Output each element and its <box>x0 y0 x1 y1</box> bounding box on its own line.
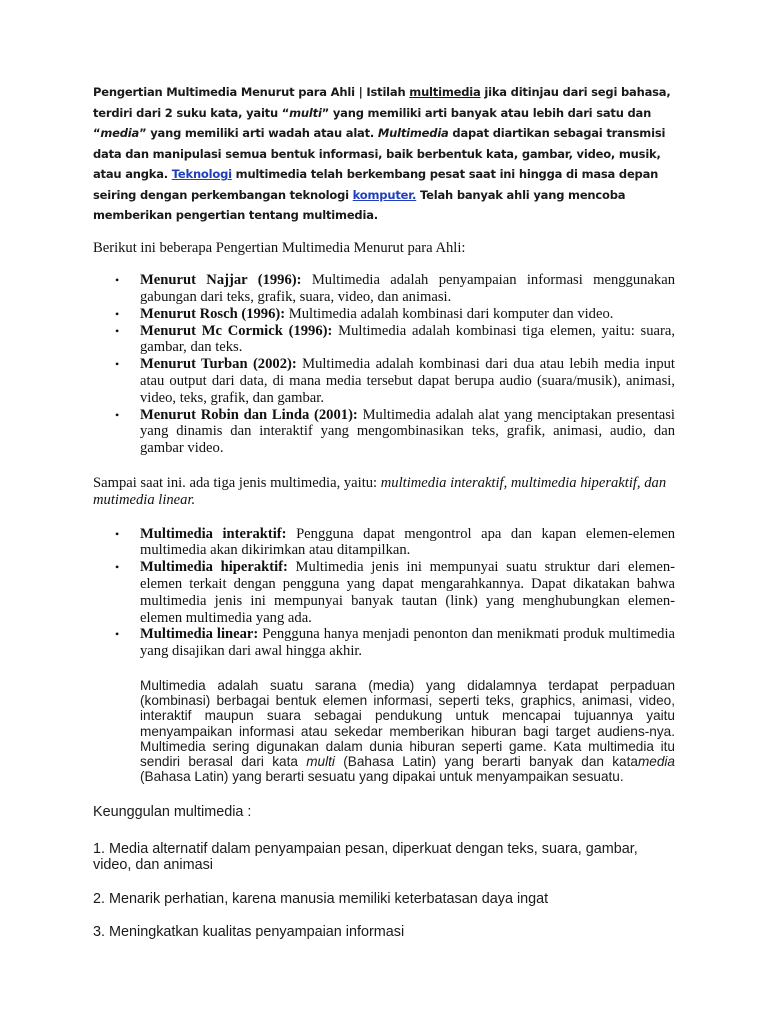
bullet-icon: • <box>115 560 120 575</box>
list-item <box>93 626 675 660</box>
type-text: Pengguna dapat mengontrol apa dan kapan elemen-elemen multimedia akan dikirimkan atau ditampilkan. <box>140 525 675 559</box>
expert-text: Multimedia adalah kombinasi dari dua atau lebih media input atau output dari data, di mana media tersebut dapat berupa audio (suara/musik), animasi, video, teks, grafik, dan gambar. <box>140 356 675 406</box>
expert-name: Menurut Turban (2002): <box>140 356 297 373</box>
list-item <box>93 526 675 560</box>
definition-text-3: (Bahasa Latin) yang berarti sesuatu yang dipakai untuk menyampaikan sesuatu. <box>140 769 624 785</box>
advantage-item-2: 2. Menarik perhatian, karena manusia memiliki keterbatasan daya ingat <box>93 890 549 907</box>
bullet-icon: • <box>115 627 120 642</box>
list-item <box>93 356 675 406</box>
types-intro-text: Sampai saat ini. ada tiga jenis multimedia, yaitu: <box>93 475 381 492</box>
type-name: Multimedia hiperaktif: <box>140 559 288 576</box>
list-item <box>93 272 675 306</box>
type-text: Pengguna hanya menjadi penonton dan menikmati produk multimedia yang disajikan dari awal hingga akhir. <box>140 626 675 660</box>
definition-text-2: (Bahasa Latin) yang berarti banyak dan kata <box>334 754 638 770</box>
intro-text-5: dapat diartikan sebagai transmisi data dan manipulasi semua bentuk informasi, baik berbentuk kata, gambar, video, musik, atau angka. <box>93 126 666 181</box>
multimedia-link[interactable]: multimedia <box>409 85 481 99</box>
types-list <box>93 526 675 660</box>
expert-text: Multimedia adalah penyampaian informasi menggunakan gabungan dari teks, grafik, suara, video, dan animasi. <box>140 272 675 306</box>
expert-name: Menurut Najjar (1996): <box>140 272 302 289</box>
type-name: Multimedia linear: <box>140 626 259 643</box>
intro-text-4: ” yang memiliki arti wadah atau alat. <box>139 126 378 140</box>
intro-paragraph <box>93 82 675 226</box>
intro-italic-media: media <box>100 126 140 140</box>
experts-lead: Berikut ini beberapa Pengertian Multimedia Menurut para Ahli: <box>93 239 466 256</box>
expert-text: Multimedia adalah kombinasi tiga elemen, yaitu: suara, gambar, dan teks. <box>140 322 675 356</box>
expert-text: Multimedia adalah alat yang menciptakan presentasi yang dinamis dan interaktif yang mengombinasikan teks, grafik, animasi, audio, dan gambar video. <box>140 406 675 457</box>
bullet-icon: • <box>115 306 120 321</box>
type-name: Multimedia interaktif: <box>140 525 287 542</box>
experts-list <box>93 272 675 457</box>
intro-text-2: jika ditinjau dari segi bahasa, terdiri dari 2 suku kata, yaitu “ <box>93 85 671 120</box>
expert-name: Menurut Robin dan Linda (2001): <box>140 406 358 423</box>
list-item <box>93 323 675 357</box>
expert-name: Menurut Rosch (1996): <box>140 305 286 322</box>
expert-name: Menurut Mc Cormick (1996): <box>140 322 333 339</box>
types-intro <box>93 475 675 509</box>
definition-italic-multi: multi <box>306 754 335 770</box>
intro-italic-multi: multi <box>289 105 322 120</box>
bullet-icon: • <box>115 526 120 541</box>
definition-italic-media: media <box>637 754 675 770</box>
bullet-icon: • <box>115 357 120 372</box>
advantage-item-1: 1. Media alternatif dalam penyampaian pesan, diperkuat dengan teks, suara, gambar, video, dan animasi <box>93 840 638 874</box>
intro-text-3: ” yang memiliki arti banyak atau lebih dari satu dan “ <box>93 105 652 140</box>
list-item <box>93 407 675 457</box>
intro-text-6: multimedia telah berkembang pesat saat ini hingga di masa depan seiring dengan perkembangan teknologi <box>93 167 659 202</box>
list-item <box>93 306 675 323</box>
intro-text-7: Telah banyak ahli yang mencoba memberikan pengertian tentang multimedia. <box>93 187 626 222</box>
intro-text-1: Pengertian Multimedia Menurut para Ahli | Istilah <box>93 85 410 99</box>
bullet-icon: • <box>115 273 120 288</box>
document-page <box>93 82 675 941</box>
expert-text: Multimedia adalah kombinasi dari komputer dan video. <box>285 305 614 322</box>
komputer-link[interactable]: komputer. <box>352 187 417 202</box>
definition-text-1: Multimedia adalah suatu sarana (media) yang didalamnya terdapat perpaduan (kombinasi) berbagai bentuk elemen informasi, seperti teks, graphics, animasi, video, interaktif maupun suara sebagai pendukung untuk mencapai tujuannya yaitu menyampaikan informasi atau sekedar memberikan hiburan bagi target audiens-nya. Multimedia sering digunakan dalam dunia hiburan seperti game. Kata multimedia itu sendiri berasal dari kata <box>140 678 675 770</box>
bullet-icon: • <box>115 323 120 338</box>
keunggulan-heading: Keunggulan multimedia : <box>93 804 252 821</box>
teknologi-link[interactable]: Teknologi <box>171 167 232 181</box>
bullet-icon: • <box>115 407 120 422</box>
types-intro-italic: multimedia interaktif, multimedia hiperaktif, dan mutimedia linear. <box>93 475 667 508</box>
type-text: Multimedia jenis ini mempunyai suatu struktur dari elemen-elemen terkait dengan pengguna yang dapat mengarahkannya. Dapat dikatakan bahwa multimedia jenis ini mempunyai banyak tautan (link) yang menghubungkan elemen-elemen multimedia yang ada. <box>140 559 675 626</box>
intro-italic-multimedia: Multimedia <box>377 126 449 140</box>
advantage-item-3: 3. Meningkatkan kualitas penyampaian informasi <box>93 924 405 941</box>
definition-paragraph <box>140 678 675 784</box>
list-item <box>93 559 675 626</box>
